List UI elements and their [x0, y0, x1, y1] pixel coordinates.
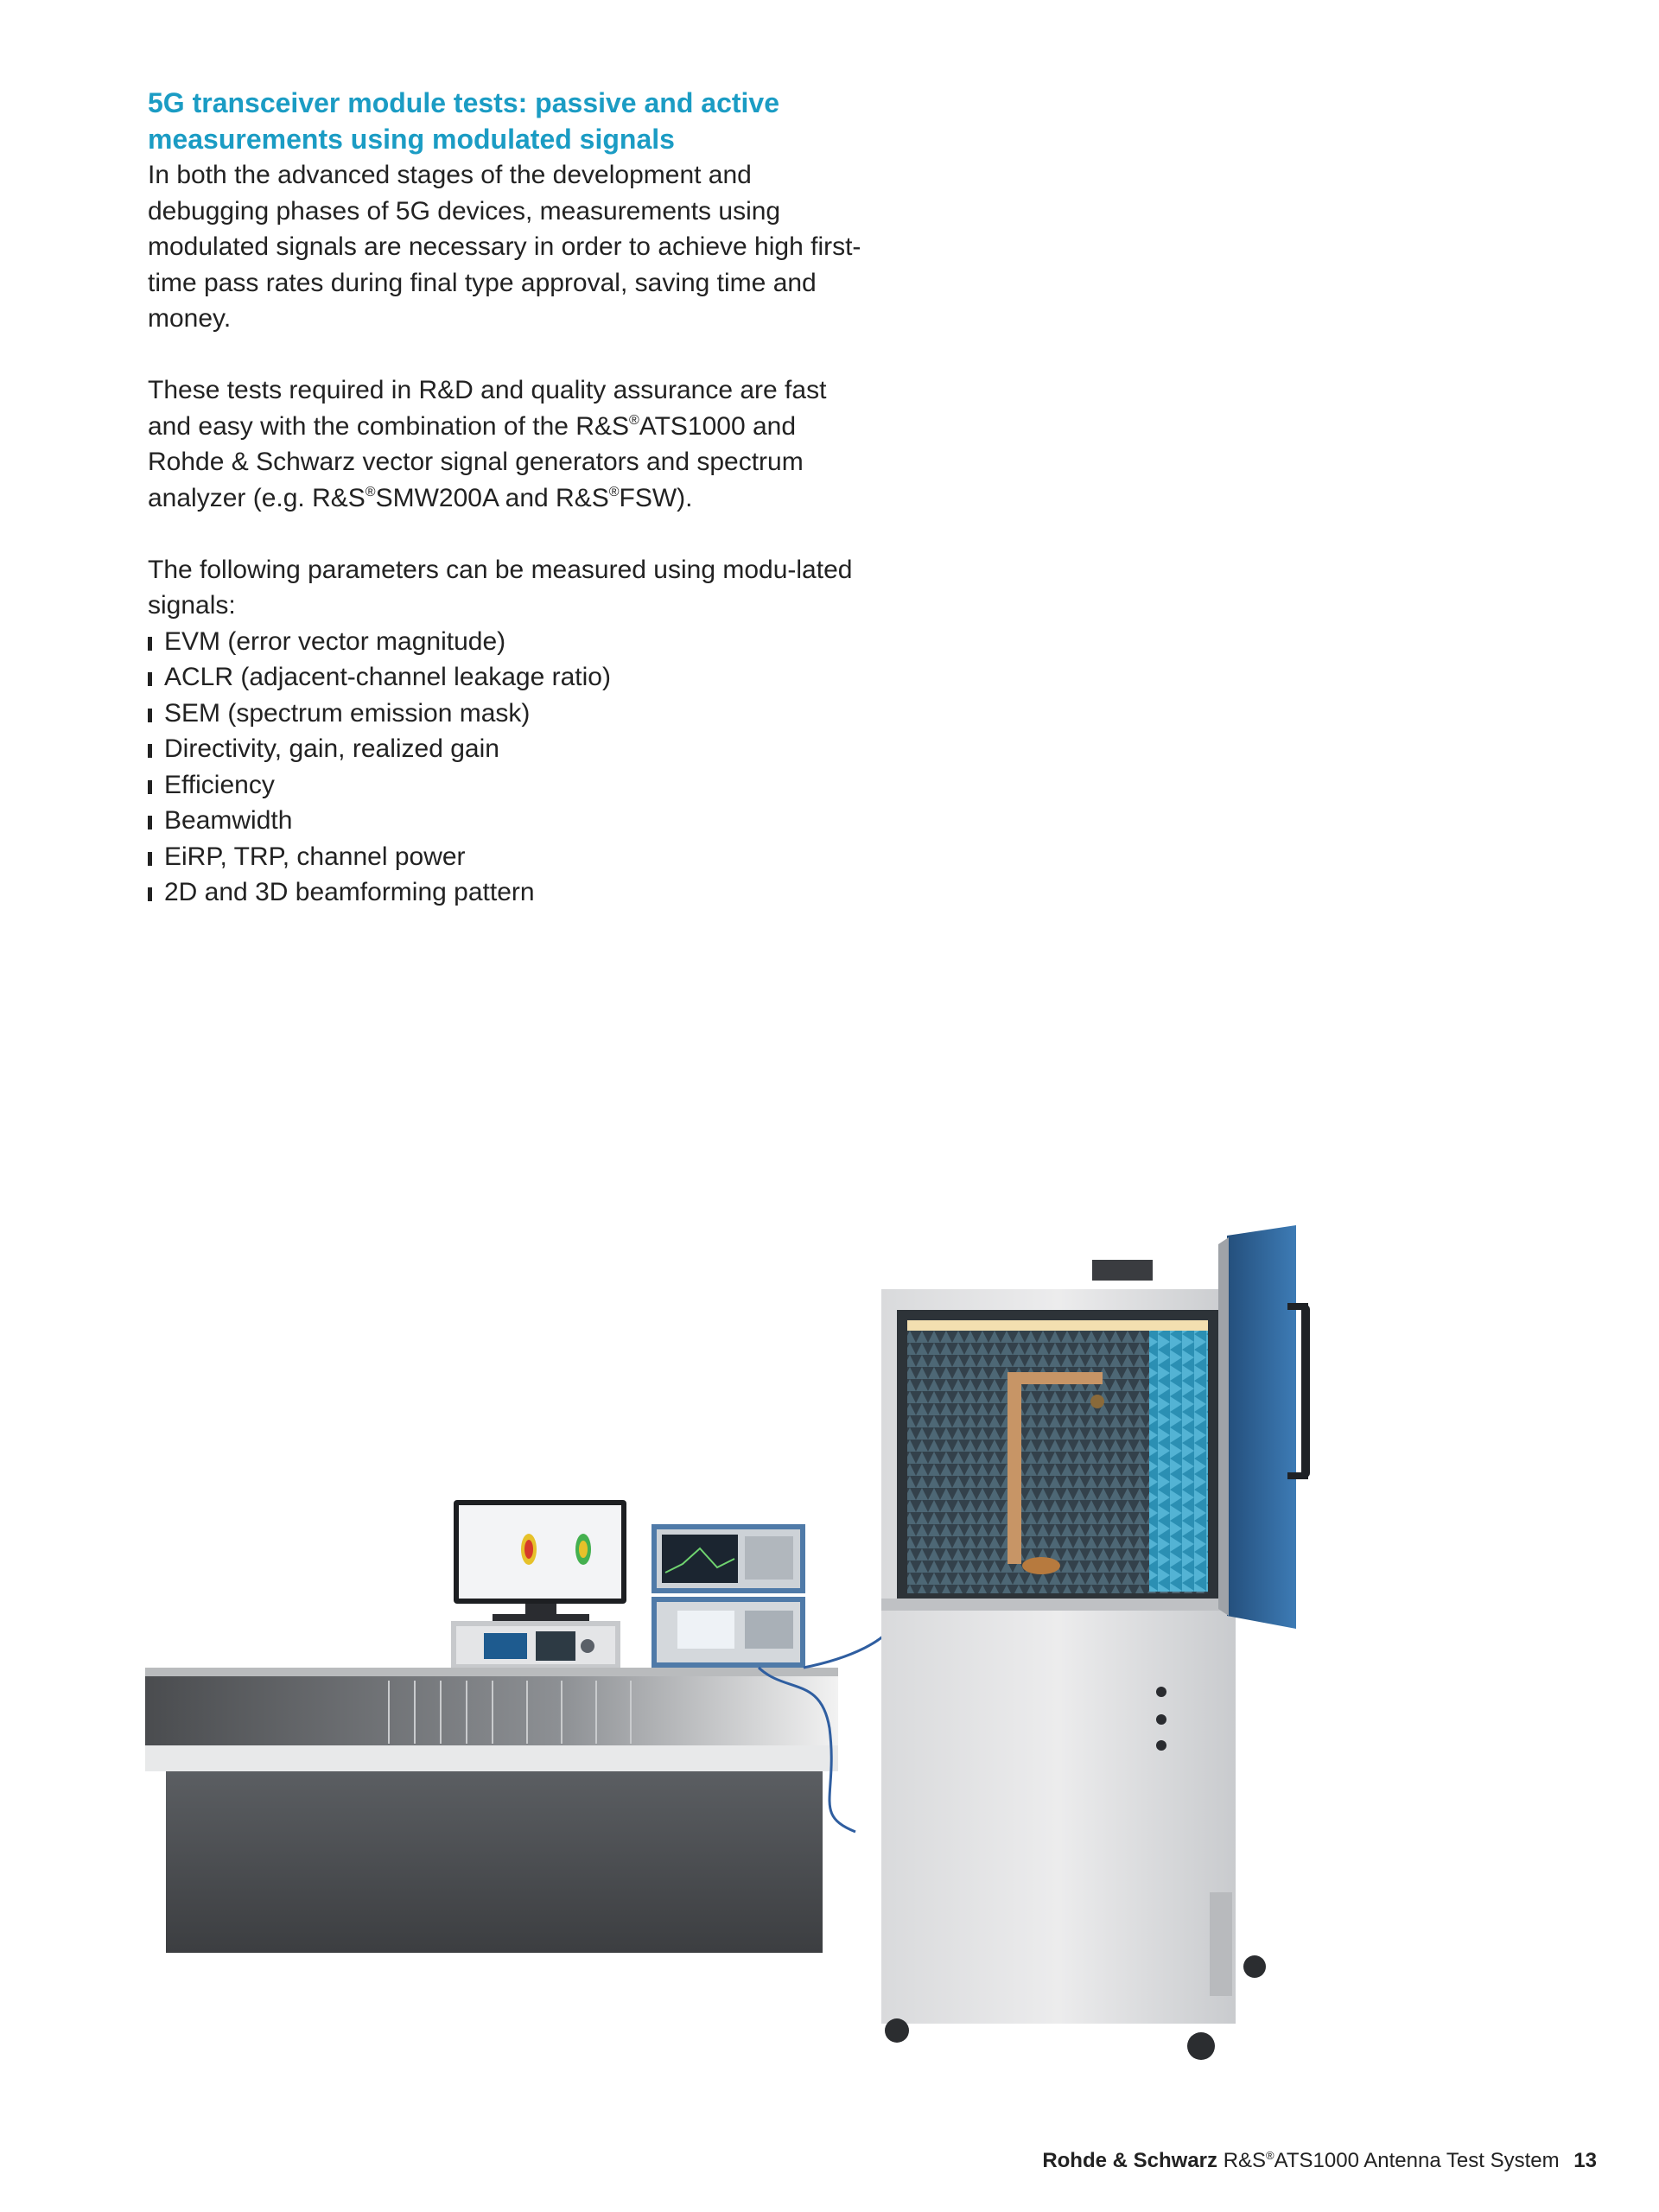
registered-mark: ® [1266, 2149, 1274, 2162]
heading-line-2: measurements using modulated signals [148, 124, 675, 155]
list-item [148, 803, 874, 839]
registered-mark: ® [365, 484, 376, 499]
footer-product-prefix: R&S [1223, 2149, 1267, 2172]
list-item-text: ACLR (adjacent-channel leakage ratio) [164, 663, 611, 691]
heading-line-1: 5G transceiver module tests: passive and active [148, 87, 779, 118]
bullet-mark-icon [148, 637, 152, 651]
bullet-mark-icon [148, 744, 152, 758]
list-item-text: EiRP, TRP, channel power [164, 842, 466, 871]
registered-mark: ® [629, 412, 639, 428]
list-item-text: SEM (spectrum emission mask) [164, 698, 531, 728]
parameters-intro: The following parameters can be measured using modu-lated signals: [148, 555, 853, 620]
desk [145, 1668, 838, 1953]
list-item [148, 839, 874, 875]
footer-product: ATS1000 Antenna Test System [1274, 2149, 1560, 2172]
p2-text-c: SMW200A and R&S [375, 483, 609, 512]
p2-text-d: FSW). [619, 483, 693, 512]
monitor [454, 1500, 626, 1621]
signal-generator [451, 1621, 620, 1668]
registered-mark: ® [608, 484, 620, 499]
bullet-mark-icon [148, 780, 152, 794]
list-item [148, 659, 874, 696]
list-item [148, 874, 874, 911]
section-heading [148, 85, 874, 157]
antenna-test-chamber [881, 1260, 1266, 2060]
chamber-door [1218, 1225, 1310, 1629]
p2-text-a: These tests required in R&D and quality assurance are fast and easy with the combination of the R&S [148, 376, 827, 441]
p2-text-b: ATS1000 and Rohde & Schwarz vector signal generators and spectrum analyzer (e.g. R&S [148, 411, 804, 512]
footer-brand: Rohde & Schwarz [1042, 2149, 1218, 2172]
intro-paragraph: In both the advanced stages of the development and debugging phases of 5G devices, measurements using modulated signals are necessary in order to achieve high first-time pass rates during final type approval, saving time and money. [148, 161, 861, 333]
vector-signal-generator [652, 1597, 805, 1668]
product-photo [130, 1210, 1357, 2126]
parameter-list [148, 624, 874, 911]
list-item-text: Directivity, gain, realized gain [164, 734, 499, 763]
list-item-text: Beamwidth [164, 806, 293, 835]
page-number: 13 [1573, 2149, 1597, 2172]
bullet-mark-icon [148, 709, 152, 722]
list-item [148, 696, 874, 732]
bullet-mark-icon [148, 816, 152, 830]
list-item-text: EVM (error vector magnitude) [164, 626, 506, 656]
bullet-mark-icon [148, 887, 152, 901]
list-item-text: Efficiency [164, 770, 275, 799]
rd-qa-paragraph [148, 372, 874, 516]
list-item-text: 2D and 3D beamforming pattern [164, 878, 535, 906]
list-item [148, 731, 874, 767]
page-footer [1042, 2148, 1597, 2174]
list-item [148, 767, 874, 804]
bullet-mark-icon [148, 852, 152, 866]
bullet-mark-icon [148, 672, 152, 686]
list-item [148, 624, 874, 660]
spectrum-analyzer [652, 1524, 805, 1593]
text-column [148, 85, 874, 911]
